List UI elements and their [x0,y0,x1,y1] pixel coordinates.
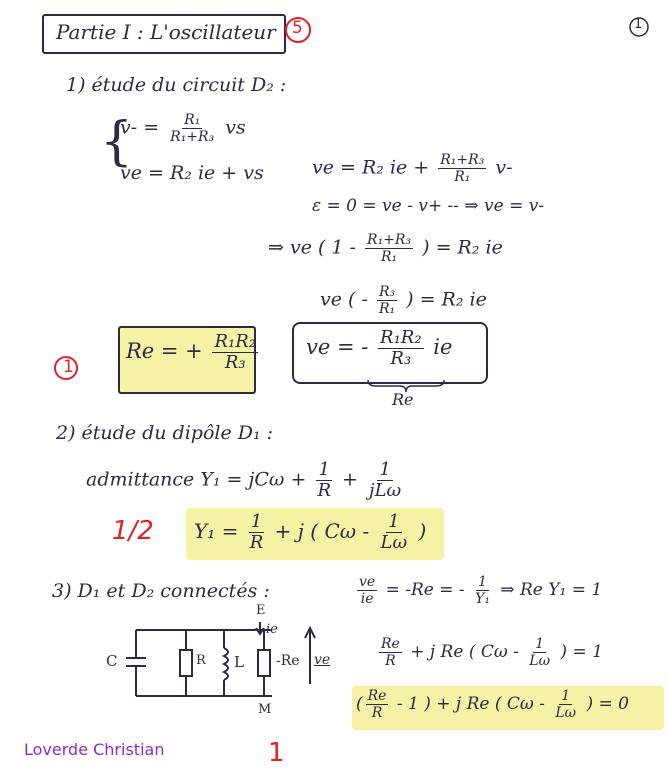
s2-eq1-f1-den: R [317,480,331,501]
s1-eq3 [268,232,503,265]
s2-result-f2-den: Lω [380,532,408,553]
s1-eq3-left: ⇒ ve ( 1 - [268,236,363,259]
circuit-label-negre: -Re [276,653,300,669]
s3-eq1-mid: = -Re = - [385,580,465,600]
s2-result-left: Y₁ = [194,519,245,543]
s2-result-f2-num: 1 [388,511,400,532]
s2-eq1-plus: + [342,468,358,491]
s3-eq3-f2-den: Lω [555,705,577,721]
s1-eq4-left: ve ( - [320,288,374,311]
s1-eq2: ε = 0 = ve - v+ -- ⇒ ve = v- [312,196,545,216]
circuit-label-e: E [256,603,266,618]
s2-eq1 [86,460,406,501]
section1-heading: 1) étude du circuit D₂ : [66,74,287,96]
s3-eq3-f1-num: Re [367,688,387,704]
s3-eq1-end: ⇒ Re Y₁ = 1 [500,580,603,600]
s2-result-f1-num: 1 [250,511,263,532]
s3-eq3-f1-den: R [371,705,383,721]
s2-score: 1/2 [112,516,154,546]
s3-eq2-f2-den: Lω [529,653,550,669]
result-re-den: R₃ [224,352,246,373]
s3-eq1-f2-den: Y₁ [475,591,490,607]
s3-eq3-mid: - 1 ) + j Re ( Cω - [396,694,551,714]
s3-eq2-f1-num: Re [381,636,400,652]
s2-eq1-f2-den: jLω [369,480,402,501]
s1-score: 1 [63,357,74,377]
system-eq1-right: vs [225,116,246,139]
s1-eq1-num: R₁+R₃ [440,152,485,168]
page-title: Partie I : L'oscillateur [56,20,276,44]
circuit-label-m: M [258,702,272,717]
result-ve-den: R₃ [390,348,412,369]
page-number: 1 [634,17,643,32]
result-ve [306,328,452,369]
s3-eq2-end: ) = 1 [560,642,603,662]
s2-result-mid: + j ( Cω - [274,519,376,543]
s1-eq1 [312,152,513,185]
s3-eq1-f1-num: ve [359,574,376,590]
s3-eq2-f1-den: R [385,653,396,669]
result-ve-right: ie [433,335,453,359]
system-eq1-num: R₁ [184,112,201,128]
s1-eq4-num: R₃ [378,284,396,300]
s3-eq2 [376,636,603,669]
result-ve-left: ve = - [306,335,376,359]
s3-eq1-f2-num: 1 [478,574,487,590]
result-re-left: Re = + [126,339,210,363]
s3-score: 1 [268,738,285,768]
section2-heading: 2) étude du dipôle D₁ : [56,422,274,444]
s1-eq1-left: ve = R₂ ie + [312,156,436,179]
system-eq2: ve = R₂ ie + vs [120,162,264,184]
system-brace: { [100,112,134,172]
s2-eq1-left: admittance Y₁ = jCω + [86,468,313,491]
result-re [126,332,261,373]
circuit-label-c: C [106,652,118,670]
s2-eq1-f1-num: 1 [318,459,330,480]
circuit-label-ve: ve [314,652,331,668]
s1-eq3-den: R₁ [380,249,398,265]
s3-eq3-f2-num: 1 [561,688,571,704]
system-eq1 [120,112,246,145]
s3-eq1-f1-den: ie [360,591,374,607]
system-eq1-den: R₁+R₃ [170,129,215,145]
circuit-diagram [100,600,340,710]
s3-eq3 [356,688,629,721]
circuit-label-r: R [196,653,206,668]
s3-eq3-end: ) = 0 [586,694,629,714]
s3-eq1 [354,574,602,607]
s3-eq2-mid: + j Re ( Cω - [410,642,525,662]
s2-result [194,512,426,553]
result-re-num: R₁R₂ [214,331,257,352]
s1-eq4 [320,284,487,317]
s1-eq4-right: ) = R₂ ie [406,288,487,311]
circuit-label-l: L [234,653,244,671]
title-score: 5 [292,18,303,38]
s1-eq3-right: ) = R₂ ie [422,236,503,259]
s2-result-f1-den: R [249,532,264,553]
s1-eq1-right: v- [495,156,513,179]
s3-eq2-f2-num: 1 [535,636,545,652]
s1-eq4-den: R₁ [378,301,396,317]
result-ve-num: R₁R₂ [380,327,422,348]
s2-eq1-f2-num: 1 [379,459,391,480]
s2-result-right: ) [418,519,427,543]
author-footer: Loverde Christian [24,740,165,759]
circuit-label-ie: ie [266,622,278,637]
s3-eq3-open: ( [356,694,363,714]
underbrace-label: Re [392,390,414,409]
system-eq1-left: v- = [120,116,166,139]
section3-heading: 3) D₁ et D₂ connectés : [52,580,270,602]
s1-eq3-num: R₁+R₃ [367,232,412,248]
s1-eq1-den: R₁ [454,169,471,185]
